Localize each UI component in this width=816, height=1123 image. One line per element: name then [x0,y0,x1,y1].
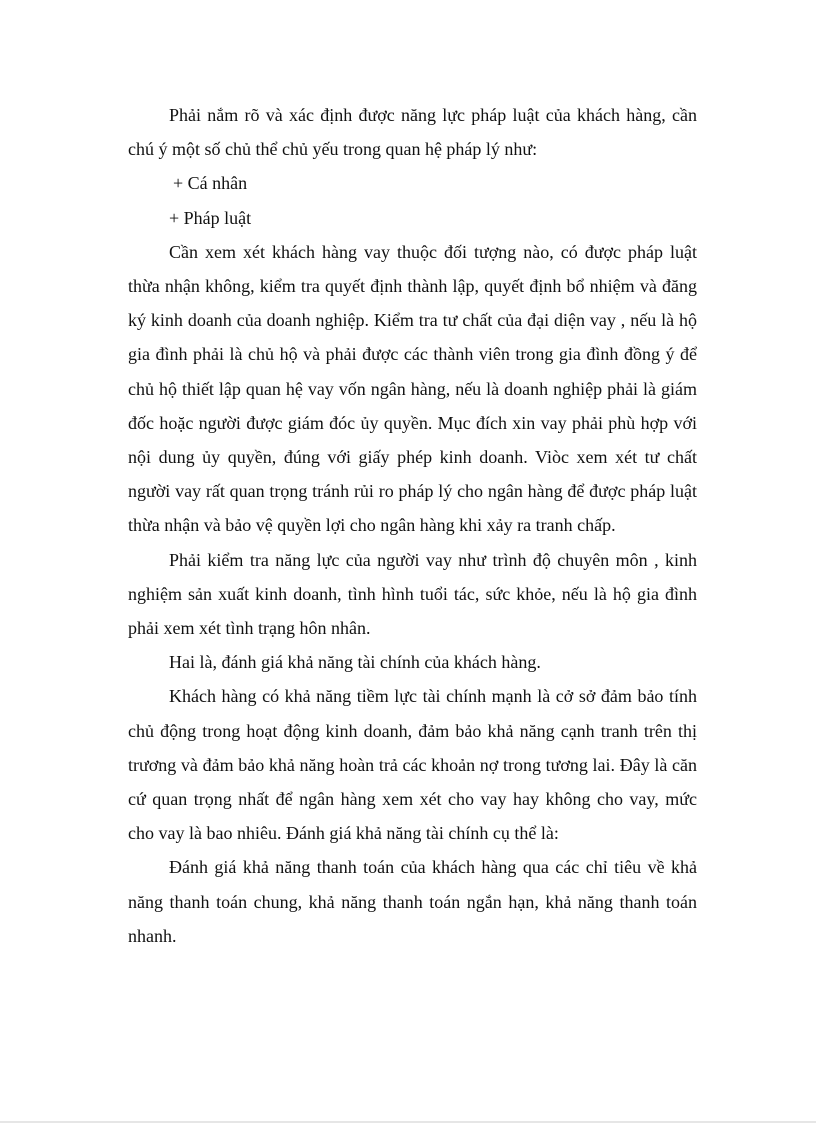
body-text [128,98,697,953]
paragraph-financial-strength: Khách hàng có khả năng tiềm lực tài chính mạnh là cở sở đảm bảo tính chủ động trong hoạt động kinh doanh, đảm bảo khả năng cạnh tranh trên thị trương và đảm bảo khả năng hoàn trả các khoản nợ trong tương lai. Đây là căn cứ quan trọng nhất để ngân hàng xem xét cho vay hay không cho vay, mức cho vay là bao nhiêu. Đánh giá khả năng tài chính cụ thể là: [128,686,697,844]
list-item-law: + Pháp luật [169,207,252,228]
paragraph-borrower-capacity: Phải kiểm tra năng lực của người vay như trình độ chuyên môn , kinh nghiệm sản xuất kinh doanh, tình hình tuổi tác, sức khỏe, nếu là hộ gia đình phải xem xét tình trạng hôn nhân. [128,549,697,639]
list-item-individual: + Cá nhân [173,173,248,194]
paragraph-financial-heading: Hai là, đánh giá khả năng tài chính của khách hàng. [169,652,541,673]
paragraph-liquidity: Đánh giá khả năng thanh toán của khách hàng qua các chỉ tiêu về khả năng thanh toán chung, khả năng thanh toán ngắn hạn, khả năng thanh toán nhanh. [128,857,697,946]
paragraph-borrower-review: Cần xem xét khách hàng vay thuộc đối tượng nào, có được pháp luật thừa nhận không, kiểm tra quyết định thành lập, quyết định bổ nhiệm và đăng ký kinh doanh của doanh nghiệp. Kiểm tra tư chất của đại diện vay , nếu là hộ gia đình phải là chủ hộ và phải được các thành viên trong gia đình đồng ý để chủ hộ thiết lập quan hệ vay vốn ngân hàng, nếu là doanh nghiệp phải là giám đốc hoặc người được giám đóc ủy quyền. Mục đích xin vay phải phù hợp với nội dung ủy quyền, đúng với giấy phép kinh doanh. Viòc xem xét tư chất người vay rất quan trọng tránh rủi ro pháp lý cho ngân hàng để được pháp luật thừa nhận và bảo vệ quyền lợi cho ngân hàng khi xảy ra tranh chấp. [128,241,697,536]
paragraph-legal-capacity: Phải nắm rõ và xác định được năng lực pháp luật của khách hàng, cần chú ý một số chủ thể chủ yếu trong quan hệ pháp lý như: [128,105,697,160]
